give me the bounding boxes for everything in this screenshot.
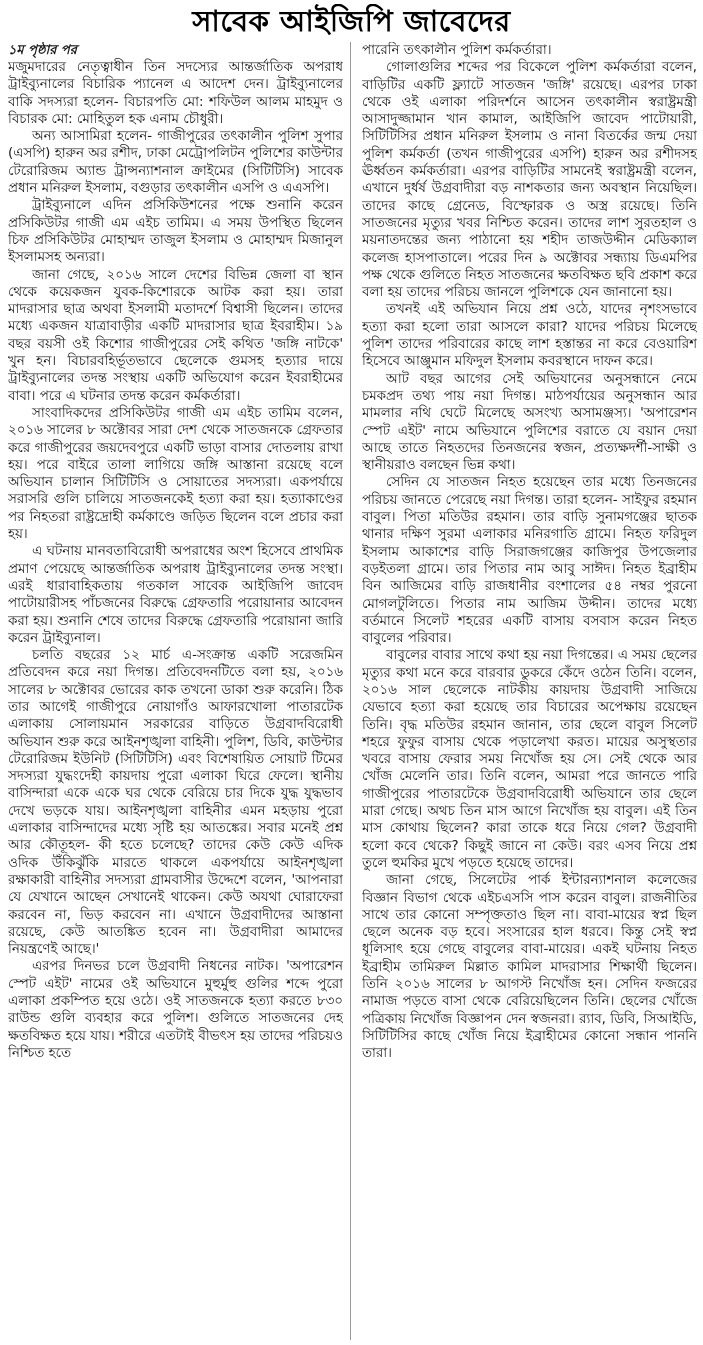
paragraph: এ ঘটনায় মানবতাবিরোধী অপরাধের অংশ হিসেবে প্রাথমিক প্রমাণ পেয়েছে আন্তর্জাতিক অপরাধ ট্রাইব্যুনালের তদন্ত সংস্থা। এরই ধারাবাহিকতায় গতকাল সাবেক আইজিপি জাবেদ পাটোয়ারীসহ পাঁচজনের বিরুদ্ধে গ্রেফতারি পরোয়ানার আবেদন করা হয়। শুনানি শেষে তাদের বিরুদ্ধে গ্রেফতারি পরোয়ানা জারি করেন ট্রাইব্যুনাল। <box>8 544 343 646</box>
paragraph: মজুমদারের নেতৃত্বাধীন তিন সদস্যের আন্তর্জাতিক অপরাধ ট্রাইব্যুনালের বিচারিক প্যানেল এ আদেশ দেন। ট্রাইব্যুনালের বাকি সদস্যরা হলেন- বিচারপতি মো: শফিউল আলম মাহমুদ ও বিচারক মো: মোহিতুল হক এনাম চৌধুরী। <box>8 60 343 127</box>
paragraph: অন্য আসামিরা হলেন- গাজীপুরের তৎকালীন পুলিশ সুপার (এসপি) হারুন অর রশীদ, ঢাকা মেট্রোপলিটন পুলিশের কাউন্টার টেরোরিজম অ্যান্ড ট্রান্সন্যাশনাল ক্রাইমের (সিটিটিসি) সাবেক প্রধান মনিরুল ইসলাম, বগুড়ার তৎকালীন এসপি ও এএসপি। <box>8 129 343 197</box>
paragraph: পারেনি তৎকালীন পুলিশ কর্মকর্তারা। <box>362 43 552 58</box>
paragraph: এরপর দিনভর চলে উগ্রবাদী নিধনের নাটক। 'অপারেশন স্পেট এইট' নামের ওই অভিযানে মুহুর্মুহু গুলির শব্দে পুরো এলাকা প্রকম্পিত হয়ে ওঠে। ওই সাতজনকে হত্যা করতে ৮৩০ রাউন্ড গুলি ব্যবহার করে পুলিশ। গুলিতে সাতজনের দেহ ক্ষতবিক্ষত হয়ে যায়। শরীরে এতটাই বীভৎস হয় তাদের পরিচয়ও নিশ্চিত হতে <box>8 959 343 1061</box>
paragraph: গোলাগুলির শব্দের পর বিকেলে পুলিশ কর্মকর্তারা বলেন, বাড়িটির একটি ফ্ল্যাটে সাতজন 'জঙ্গি' রয়েছে। এরপর ঢাকা থেকে ওই এলাকা পরিদর্শনে আসেন তৎকালীন স্বরাষ্ট্রমন্ত্রী আসাদুজ্জামান খান কামাল, আইজিপি জাবেদ পাটোয়ারী, সিটিটিসির প্রধান মনিরুল ইসলাম ও নানা বিতর্কের জন্ম দেয়া পুলিশ কর্মকর্তা (তখন গাজীপুরের এসপি) হারুন অর রশীদসহ ঊর্ধ্বতন কর্মকর্তারা। এরপর বাড়িটির সামনেই স্বরাষ্ট্রমন্ত্রী বলেন, এখানে দুর্ধর্ষ উগ্রবাদীরা বড় নাশকতার জন্য অবস্থান নিয়েছিল। তাদের কাছে গ্রেনেড, বিস্ফোরক ও অস্ত্র রয়েছে। তিনি সাতজনের মৃত্যুর খবর নিশ্চিত করেন। তাদের লাশ সুরতহাল ও ময়নাতদন্তের জন্য পাঠানো হয় শহীদ তাজউদ্দীন মেডিক্যাল কলেজ হাসপাতালে। পরের দিন ৯ অক্টোবর সন্ধ্যায় ডিএমপির পক্ষ থেকে গুলিতে নিহত সাতজনের ক্ষতবিক্ষত ছবি প্রকাশ করে বলা হয় তাদের পরিচয় জানলে পুলিশকে যেন জানানো হয়। <box>362 60 697 301</box>
paragraph: জানা গেছে, সিলেটের পার্ক ইন্টারন্যাশনাল কলেজের বিজ্ঞান বিভাগ থেকে এইচএসসি পাস করেন বাবুল। রাজনীতির সাথে তার কোনো সম্পৃক্ততাও ছিল না। বাবা-মায়ের স্বপ্ন ছিল ছেলে অনেক বড় হবে। সংসারের হাল ধরবে। কিন্তু সেই স্বপ্ন ধূলিসাৎ হয়ে গেছে বাবুলের বাবা-মায়ের। একই ঘটনায় নিহত ইব্রাহীম তামিরুল মিল্লাত কামিল মাদরাসার শিক্ষার্থী ছিলেন। তিনি ২০১৬ সালের ৮ আগস্ট নিখোঁজ হন। সেদিন ফজরের নামাজ পড়তে বাসা থেকে বেরিয়েছিলেন তিনি। ছেলের খোঁজে পত্রিকায় নিখোঁজ বিজ্ঞাপন দেন স্বজনরা। র‌্যাব, ডিবি, সিআইডি, সিটিটিসির কাছে খোঁজ নিয়ে ইব্রাহীমের কোনো সন্ধান পাননি তারা। <box>362 873 697 1062</box>
paragraph: ট্রাইব্যুনালে এদিন প্রসিকিউশনের পক্ষে শুনানি করেন প্রসিকিউটর গাজী এম এইচ তামিম। এ সময় উপস্থিত ছিলেন চিফ প্রসিকিউটর মোহাম্মদ তাজুল ইসলাম ও মোহাম্মদ মিজানুল ইসলামসহ অন্যরা। <box>8 198 343 266</box>
left-column <box>8 42 343 1342</box>
paragraph: চলতি বছরের ১২ মার্চ এ-সংক্রান্ত একটি সরেজমিন প্রতিবেদন করে নয়া দিগন্ত। প্রতিবেদনটিতে বলা হয়, ২০১৬ সালের ৮ অক্টোবর ভোরের কাক তখনো ডাকা শুরু করেনি। ঠিক তার আগেই গাজীপুরে নোয়াগাঁও আফারখোলা পাতারটেক এলাকায় সোলায়মান সরকারের বাড়িতে উগ্রবাদবিরোধী অভিযান শুরু করে আইনশৃঙ্খলা বাহিনী। পুলিশ, ডিবি, কাউন্টার টেরোরিজম ইউনিট (সিটিটিসি) এবং বিশেষায়িত সোয়াট টিমের সদস্যরা যুদ্ধংদেহী কায়দায় পুরো এলাকা ঘিরে ফেলে। স্থানীয় বাসিন্দারা একে একে ঘর থেকে বেরিয়ে চার দিকে যুদ্ধ যুদ্ধভাব দেখে ভড়কে যায়। আইনশৃঙ্খলা বাহিনীর এমন মহড়ায় পুরো এলাকার বাসিন্দাদের মধ্যে সৃষ্টি হয় আতঙ্কের। সবার মনেই প্রশ্ন আর কৌতূহল- কী হতে চলেছে? তাদের কেউ কেউ এদিক ওদিক উঁকিঝুঁকি মারতে থাকলে একপর্যায়ে আইনশৃঙ্খলা রক্ষাকারী বাহিনীর সদস্যরা গ্রামবাসীর উদ্দেশে বলেন, 'আপনারা যে যেখানে আছেন সেখানেই থাকেন। কেউ অযথা ঘোরাফেরা করবেন না, ভিড় করবেন না। এখানে উগ্রবাদীদের আস্তানা রয়েছে, কেউ আতঙ্কিত হবেন না। উগ্রবাদীরা আমাদের নিয়ন্ত্রণেই আছে।' <box>8 648 343 958</box>
paragraph: সেদিন যে সাতজন নিহত হয়েছেন তার মধ্যে তিনজনের পরিচয় জানতে পেরেছে নয়া দিগন্ত। তারা হলেন- সাইফুর রহমান বাবুল। পিতা মতিউর রহমান। তার বাড়ি সুনামগঞ্জের ছাতক থানার দক্ষিণ সুরমা এলাকার মনিরগাতি গ্রামে। নিহত ফরিদুল ইসলাম আকাশের বাড়ি সিরাজগঞ্জের কাজিপুর উপজেলার বড়ইতলা গ্রামে। তার পিতার নাম আবু সাঈদ। নিহত ইব্রাহীম বিন আজিমের বাড়ি রাজধানীর বংশালের ৫৪ নম্বর পুরনো মোগলটুলিতে। পিতার নাম আজিম উদ্দীন। তাদের মধ্যে বর্তমানে সিলেট শহরের একটি বাসায় বসবাস করেন নিহত বাবুলের পরিবার। <box>362 475 697 647</box>
paragraph: সাংবাদিকদের প্রসিকিউটর গাজী এম এইচ তামিম বলেন, ২০১৬ সালের ৮ অক্টোবর সারা দেশ থেকে সাতজনকে গ্রেফতার করে গাজীপুরের জয়দেবপুরে একটি ভাড়া বাসার দোতলায় রাখা হয়। পরে বাইরে তালা লাগিয়ে জঙ্গি আস্তানা রয়েছে বলে অভিযান চালান সিটিটিসি ও সোয়াতের সদস্যরা। একপর্যায়ে সরাসরি গুলি চালিয়ে সাতজনকেই হত্যা করা হয়। হত্যাকাণ্ডের পর নিহতরা রাষ্ট্রদ্রোহী কর্মকাণ্ডে জড়িত ছিলেন বলে প্রচার করা হয়। <box>8 405 343 543</box>
paragraph: বাবুলের বাবার সাথে কথা হয় নয়া দিগন্তের। এ সময় ছেলের মৃত্যুর কথা মনে করে বারবার ডুকরে কেঁদে ওঠেন তিনি। বলেন, ২০১৬ সাল ছেলেকে নাটকীয় কায়দায় উগ্রবাদী সাজিয়ে যেভাবে হত্যা করা হয়েছে তার বিচারের অপেক্ষায় রয়েছেন তিনি। বৃদ্ধ মতিউর রহমান জানান, তার ছেলে বাবুল সিলেট শহরে ফুফুর বাসায় থেকে পড়ালেখা করত। মায়ের অসুস্থতার খবরে বাসায় ফেরার সময় নিখোঁজ হয় সে। সেই থেকে আর খোঁজ মেলেনি তার। তিনি বলেন, আমরা পরে জানতে পারি গাজীপুরের পাতারটেকে উগ্রবাদবিরোধী অভিযানে তার ছেলে মারা গেছে। অথচ তিন মাস আগে নিখোঁজ হয় বাবুল। এই তিন মাস কোথায় ছিলেন? কারা তাকে ধরে নিয়ে গেল? উগ্রবাদী হলো কবে থেকে? কিছুই জানে না কেউ। বরং এসব নিয়ে প্রশ্ন তুলে হুমকির মুখে পড়তে হয়েছে তাদের। <box>362 648 697 871</box>
paragraph: জানা গেছে, ২০১৬ সালে দেশের বিভিন্ন জেলা বা স্থান থেকে কয়েকজন যুবক-কিশোরকে আটক করা হয়। তারা মাদরাসার ছাত্র অথবা ইসলামী মতাদর্শে বিশ্বাসী ছিলেন। তাদের মধ্যে একজন যাত্রাবাড়ীর একটি মাদরাসার ছাত্র ইবরাহীম। ১৯ বছর বয়সী ওই কিশোর গাজীপুরের সেই কথিত 'জঙ্গি নাটকে' খুন হন। বিচারবহির্ভূতভাবে ছেলেকে গুমসহ হত্যার দায়ে ট্রাইব্যুনালের তদন্ত সংস্থায় একটি অভিযোগ করেন ইবরাহীমের বাবা। পরে এ ঘটনার তদন্ত করেন কর্মকর্তারা। <box>8 267 343 404</box>
paragraph: আট বছর আগের সেই অভিযানের অনুসন্ধানে নেমে চমকপ্রদ তথ্য পায় নয়া দিগন্ত। মাঠপর্যায়ের অনুসন্ধান আর মামলার নথি ঘেটে মিলেছে অসংখ্য অসামঞ্জস্য। 'অপারেশন স্পেট এইট' নামে অভিযানে পুলিশের বরাতে যে বয়ান দেয়া আছে তাতে নিহতদের তিনজনের স্বজন, প্রত্যক্ষদর্শী-সাক্ষী ও স্থানীয়রাও বলছেন ভিন্ন কথা। <box>362 371 697 474</box>
jump-note: ১ম পৃষ্ঠার পর <box>8 43 77 58</box>
column-divider <box>350 42 351 1340</box>
article-headline: সাবেক আইজিপি জাবেদের <box>192 4 511 38</box>
paragraph: তখনই এই অভিযান নিয়ে প্রশ্ন ওঠে, যাদের নৃশংসভাবে হত্যা করা হলো তারা আসলে কারা? যাদের পরিচয় মিলেছে পুলিশ তাদের পরিবারের কাছে লাশ হস্তান্তর না করে বেওয়ারিশ হিসেবে আঞ্জুমান মফিদুল ইসলাম কবরস্থানে দাফন করে। <box>362 302 697 370</box>
right-column <box>362 42 697 1342</box>
